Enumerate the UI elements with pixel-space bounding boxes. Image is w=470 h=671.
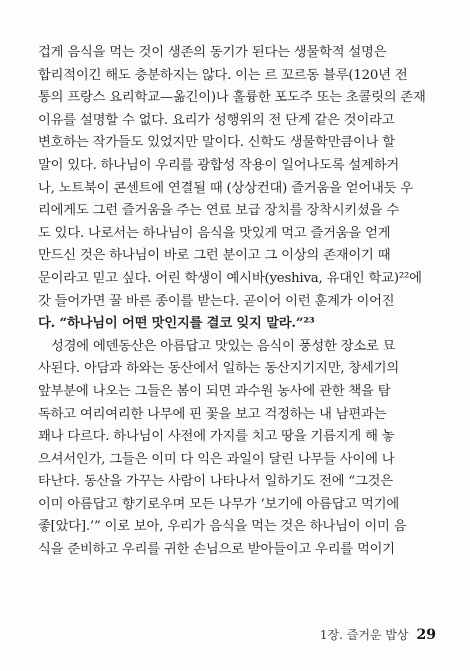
text-line: 리에게도 그런 즐거움을 주는 연료 보급 장치를 장착시키셨을 수 [38, 203, 399, 219]
text-line: 앞부분에 나오는 그들은 봄이 되면 과수원 농사에 관한 책을 탐 [38, 383, 391, 399]
text-line: 문이라고 믿고 싶다. 어린 학생이 예시바(yeshiva, 유대인 학교)²²에 [38, 270, 422, 286]
page-number: 29 [416, 627, 436, 643]
chapter-title: 1장. 즐거운 밥상 [319, 628, 409, 642]
body-text [38, 42, 436, 562]
text-line: 독하고 여리여리한 나무에 핀 꽃을 보고 걱정하는 내 남편과는 [38, 406, 387, 422]
page-footer [320, 626, 436, 643]
text-line: 사된다. 아담과 하와는 동산에서 일하는 동산지기지만, 창세기의 [38, 361, 399, 377]
text-line: 이미 아름답고 향기로우며 모든 나무가 ‘보기에 아름답고 먹기에 [38, 496, 399, 512]
text-line: 좋[았다].’” 이로 보아, 우리가 음식을 먹는 것은 하나님이 이미 음 [38, 519, 407, 535]
text-line: 통의 프랑스 요리학교—옮긴이)나 훌륭한 포도주 또는 초콜릿의 존재 [38, 90, 426, 106]
text-line: 겁게 음식을 먹는 것이 생존의 동기가 된다는 생물학적 설명은 [38, 45, 387, 60]
text-line: 이유를 설명할 수 없다. 요리가 성행위의 전 단계 같은 것이라고 [38, 112, 395, 128]
text-line: 으셔서인가, 그들은 이미 다 익은 과일이 달린 나무들 사이에 나 [38, 451, 395, 467]
text-line: 갓 들어가면 꿀 바른 종이를 받는다. 곧이어 이런 훈계가 이어진 [38, 293, 395, 309]
text-line: 성경에 에덴동산은 아름답고 맛있는 음식이 풍성한 장소로 묘 [51, 338, 396, 354]
text-line: 변호하는 작가들도 있었지만 말이다. 신학도 생물학만큼이나 할 [38, 135, 395, 151]
text-line: 꽤나 다르다. 하나님이 사전에 가지를 치고 땅을 기름지게 해 놓 [38, 429, 395, 445]
text-line: 만드신 것은 하나님이 바로 그런 분이고 그 이상의 존재이기 때 [38, 248, 391, 264]
text-line: 합리적이긴 해도 충분하지는 않다. 이는 르 꼬르동 블루(120년 전 [38, 67, 408, 83]
text-line: 나, 노트북이 콘센트에 연결될 때 (상상컨대) 즐거움을 얻어내듯 우 [38, 180, 413, 196]
text-line: 타난다. 동산을 가꾸는 사람이 나타나서 일하기도 전에 “그것은 [38, 474, 393, 490]
text-line: 말이 있다. 하나님이 우리를 광합성 작용이 일어나도록 설계하거 [38, 157, 399, 173]
text-line: 식을 준비하고 우리를 귀한 손님으로 받아들이고 우리를 먹이기 [38, 542, 395, 558]
text-line: 도 있다. 나로서는 하나님이 음식을 맛있게 먹고 즐거움을 얻게 [38, 225, 391, 241]
text-line: 다. “하나님이 어떤 맛인지를 결코 잊지 말라.”²³ [38, 316, 315, 332]
